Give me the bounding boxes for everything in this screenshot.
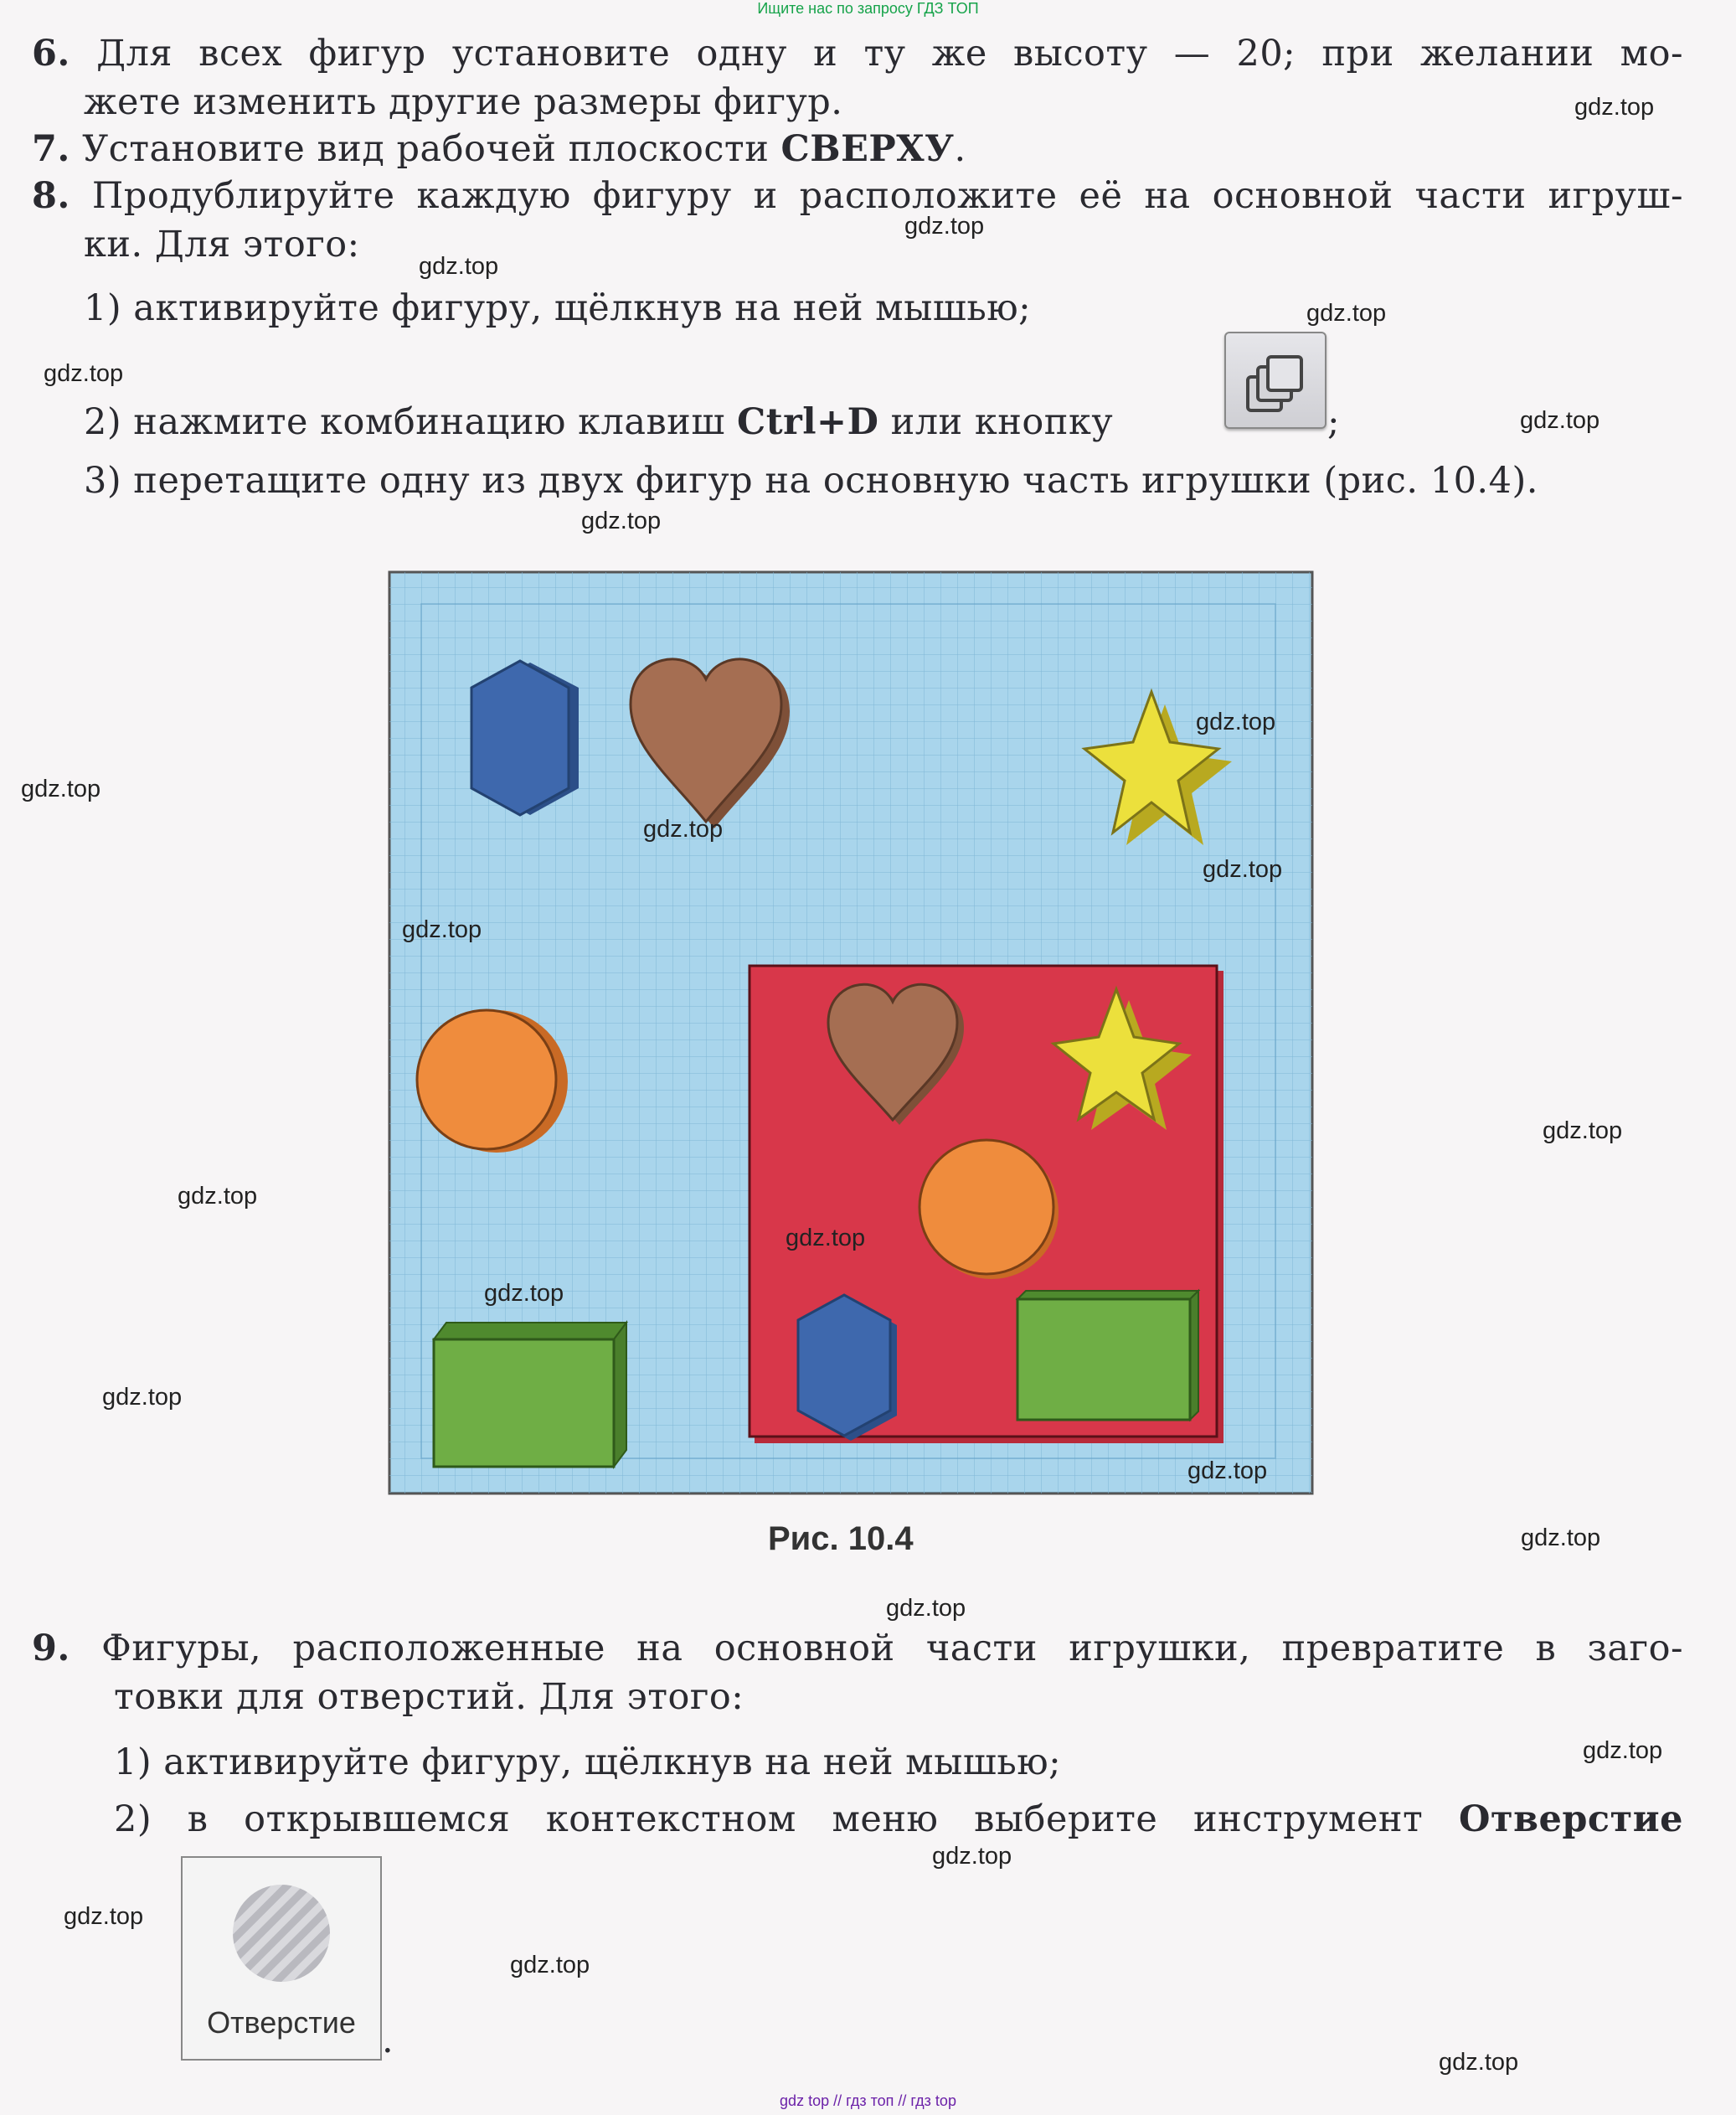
duplicate-icon [1226, 333, 1325, 427]
circle-shape[interactable] [417, 1010, 568, 1153]
step6-text-line1: Для всех фигур установите одну и ту же высоту — 20; при желании мо- [96, 33, 1683, 75]
watermark: gdz.top [904, 213, 985, 240]
step9-line1 [32, 1627, 1683, 1670]
hole-tool-button[interactable] [181, 1856, 382, 2061]
watermark: gdz.top [419, 253, 499, 280]
watermark: gdz.top [1187, 1457, 1268, 1484]
watermark: gdz.top [1306, 300, 1387, 327]
step9-period: . [382, 2020, 394, 2061]
step8-sub2-text: 2) нажмите комбинацию клавиш [84, 401, 725, 443]
top-banner: Ищите нас по запросу ГДЗ ТОП [757, 0, 979, 17]
figure-10-4 [388, 570, 1314, 1495]
watermark: gdz.top [1583, 1737, 1663, 1764]
step8-sub2 [84, 400, 1113, 444]
watermark: gdz.top [44, 360, 124, 387]
hexagon-shape[interactable] [471, 661, 579, 815]
watermark: gdz.top [1543, 1117, 1623, 1144]
watermark: gdz.top [1203, 856, 1283, 883]
step8-line1 [32, 174, 1683, 218]
hole-icon [231, 1883, 332, 1983]
step8-sub2-text2: или кнопку [890, 401, 1114, 443]
step9-sub2-text: 2) в открывшемся контекстном меню выберите инструмент [114, 1798, 1424, 1840]
step7-view-name: СВЕРХУ [780, 128, 955, 170]
base-box-shape[interactable] [1017, 1291, 1198, 1420]
step7-number: 7. [32, 128, 70, 170]
step6-text-line2: жете изменить другие размеры фигур. [84, 81, 843, 123]
watermark: gdz.top [886, 1595, 966, 1622]
step8-sub3: 3) перетащите одну из двух фигур на основную часть игрушки (рис. 10.4). [84, 460, 1538, 502]
watermark: gdz.top [581, 508, 662, 534]
step8-text-line2: ки. Для этого: [84, 224, 360, 266]
step9-sub2 [114, 1798, 1683, 1841]
watermark: gdz.top [1439, 2049, 1519, 2076]
step8-sub1: 1) активируйте фигуру, щёлкнув на ней мышью; [84, 287, 1032, 329]
step9-sub1: 1) активируйте фигуру, щёлкнув на ней мышью; [114, 1741, 1062, 1783]
step8-number: 8. [32, 175, 70, 217]
watermark: gdz.top [1574, 94, 1655, 121]
step8-text-line1: Продублируйте каждую фигуру и расположите её на основной части игруш- [91, 175, 1683, 217]
step7-text: Установите вид рабочей плоскости [82, 128, 770, 170]
watermark: gdz.top [1520, 407, 1600, 434]
box-shape[interactable] [434, 1323, 626, 1467]
step9-text-line2: товки для отверстий. Для этого: [114, 1676, 744, 1718]
watermark: gdz.top [64, 1903, 144, 1930]
step7-period: . [954, 128, 966, 170]
step9-text-line1: Фигуры, расположенные на основной части игрушки, превратите в заго- [101, 1628, 1684, 1669]
hole-tool-label: Отверстие [207, 2005, 356, 2040]
watermark: gdz.top [178, 1183, 258, 1210]
step9-tool-name: Отверстие [1459, 1798, 1683, 1840]
step6-number: 6. [32, 33, 70, 75]
watermark: gdz.top [1521, 1524, 1601, 1551]
watermark: gdz.top [21, 776, 101, 802]
work-plane-illustration [388, 570, 1314, 1495]
bottom-banner: gdz top // гдз топ // гдз top [780, 2092, 956, 2109]
figure-caption: Рис. 10.4 [768, 1520, 914, 1557]
step7 [32, 127, 966, 171]
base-hexagon-shape[interactable] [798, 1295, 897, 1441]
watermark: gdz.top [102, 1384, 183, 1411]
step6-line1 [32, 32, 1683, 75]
watermark: gdz.top [402, 916, 482, 943]
duplicate-button[interactable] [1224, 332, 1326, 429]
watermark: gdz.top [932, 1843, 1012, 1870]
watermark: gdz.top [484, 1280, 564, 1307]
watermark: gdz.top [643, 816, 724, 843]
step8-shortcut: Ctrl+D [736, 401, 879, 443]
watermark: gdz.top [510, 1952, 590, 1978]
step9-number: 9. [32, 1628, 70, 1669]
watermark: gdz.top [786, 1225, 866, 1251]
watermark: gdz.top [1196, 709, 1276, 735]
step8-sub2-semicolon: ; [1327, 401, 1340, 443]
